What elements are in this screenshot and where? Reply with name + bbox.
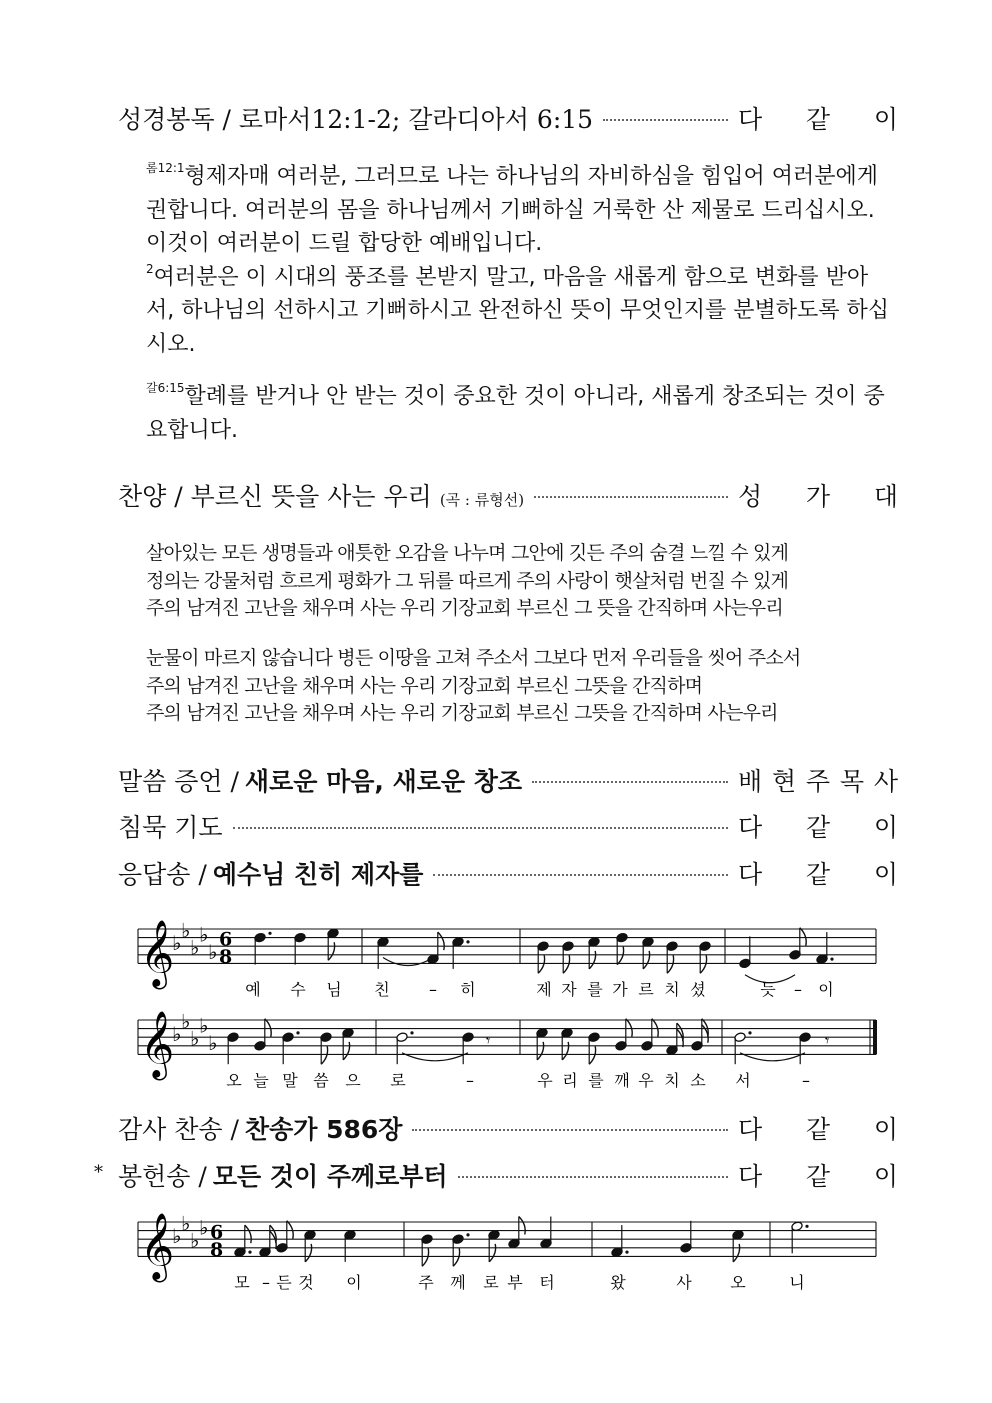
flat-sign: ♭ [208,1030,218,1055]
lyric-syllable: 씀 [313,1071,329,1090]
flat-sign: ♭ [190,935,200,960]
leader-char: 다 [738,813,763,842]
lyric-syllable: 깨 [614,1071,630,1090]
leader-char: 가 [805,482,831,511]
leader-char: 이 [873,860,898,889]
lyric-syllable: 것 [298,1273,314,1292]
lyric-line: 주의 남겨진 고난을 채우며 사는 우리 기장교회 부르신 그뜻을 간직하며 [146,674,703,697]
sermon-title: 새로운 마음, 새로운 창조 [244,767,523,796]
lyric-syllable: 치 [664,1071,680,1090]
offering-title: 모든 것이 주께로부터 [212,1162,448,1191]
anthem-composer: (곡 : 류형선) [439,491,525,509]
lyric-syllable: – [466,1071,474,1090]
flat-sign: ♭ [190,1026,200,1051]
leader-char: 주 [805,767,831,796]
lyric-line: 주의 남겨진 고난을 채우며 사는 우리 기장교회 부르신 그뜻을 간직하며 사는우리 [146,702,778,724]
note-flag [489,1244,495,1262]
lyric-syllable: 를 [588,1071,604,1090]
leader-char: 다 [738,1115,763,1144]
leader-char: 다 [738,105,763,134]
lyric-syllable: 히 [460,980,476,999]
leader-char: 성 [738,482,763,511]
lyric-syllable: 늘 [253,1071,269,1090]
note-flag [519,1217,525,1235]
note-dot [625,1251,628,1254]
lyric-syllable: 우 [537,1071,553,1090]
verse-text: 할례를 받거나 안 받는 것이 중요한 것이 아니라, 새롭게 창조되는 것이 중요합니다. [146,384,885,443]
lyric-syllable: 든 [276,1273,292,1292]
leader-char: 다 [738,1162,763,1191]
lyric-syllable: – [262,1273,270,1292]
lyric-syllable: 서 [735,1071,751,1090]
leader-char: 같 [805,813,831,842]
lyric-line: 정의는 강물처럼 흐르게 평화가 그 뒤를 따르게 주의 사랑이 햇살처럼 번질 수 있게 [146,569,789,592]
lyric-syllable: 이 [818,980,834,999]
lyric-syllable: 친 [374,980,390,999]
lyric-line: 주의 남겨진 고난을 채우며 사는 우리 기장교회 부르신 그 뜻을 간직하며 사는우리 [146,597,783,619]
flat-sign: ♭ [190,1228,200,1253]
sermon-label: 말씀 증언 / [118,767,239,796]
lyric-line: 눈물이 마르지 않습니다 병든 이땅을 고쳐 주소서 그보다 먼저 우리들을 씻어 주소서 [146,647,801,669]
note-flag [287,1221,293,1239]
lyric-syllable: 치 [664,980,680,999]
leader-char: 이 [873,105,898,134]
lyric-syllable: 께 [450,1273,466,1292]
leader-char: 같 [805,860,831,889]
time-signature-bottom: 8 [210,1238,224,1261]
lyric-syllable: 듯 [760,980,776,999]
lyric-syllable: 주 [418,1273,434,1292]
note-flag [305,1244,311,1262]
leader-char: 이 [873,1115,898,1144]
leader-char: 이 [873,1162,898,1191]
note-flag [733,1244,739,1262]
time-signature-bottom: 8 [219,945,233,968]
note-dot [248,1251,251,1254]
flat-sign: ♭ [181,918,191,943]
flat-sign: ♭ [172,1224,182,1249]
verse-ref: 갈6:15 [146,381,185,395]
lyric-syllable: – [429,980,437,999]
leader-char: 다 [738,860,763,889]
lyric-syllable: 으 [345,1071,361,1090]
leader-char: 같 [805,1162,831,1191]
reading-label: 성경봉독 / 로마서12:1-2; 갈라디아서 6:15 [118,105,594,134]
leader-char: 사 [873,767,898,796]
verse-text: 형제자매 여러분, 그러므로 나는 하나님의 자비하심을 힘입어 여러분에게 권합니다. 여러분의 몸을 하나님께서 기뻐하실 거룩한 산 제물로 드리십시오. 이것이 여러분이 드릴 합당한 예배입니다. [146,164,879,256]
lyric-syllable: 예 [245,980,261,999]
lyric-syllable: 부 [507,1273,523,1292]
prayer-label: 침묵 기도 [118,813,223,842]
lyric-syllable: 르 [638,980,654,999]
note-dot [466,1233,469,1236]
flat-sign: ♭ [172,931,182,956]
response-label: 응답송 / [118,860,207,889]
lyric-syllable: 사 [676,1273,692,1292]
flat-sign: ♭ [199,1013,209,1038]
lyric-syllable: – [794,980,802,999]
lyric-syllable: 자 [561,980,577,999]
time-signature-top: 6 [210,1221,224,1244]
eighth-rest: 𝄾 [486,1030,491,1050]
leader-char: 현 [771,767,797,796]
treble-clef: 𝄞 [140,1009,175,1078]
lyric-syllable: 를 [587,980,603,999]
lyric-syllable: 모 [234,1273,250,1292]
lyric-syllable: 소 [690,1071,706,1090]
thanks-label: 감사 찬송 / [118,1115,239,1144]
lyric-syllable: – [802,1071,810,1090]
offering-label: 봉헌송 / [118,1162,207,1191]
lyric-syllable: 님 [326,980,342,999]
lyric-syllable: 로 [483,1273,499,1292]
lyric-syllable: 터 [539,1273,555,1292]
lyric-syllable: 이 [346,1273,362,1292]
leader-char: 배 [738,767,763,796]
lyric-syllable: 로 [390,1071,406,1090]
time-signature-top: 6 [219,928,233,951]
lyric-syllable: 말 [282,1071,298,1090]
leader-char: 목 [839,767,865,796]
leader-char: 이 [873,813,898,842]
note-flag [422,1248,428,1266]
lyric-syllable: 오 [226,1071,242,1090]
note-dot [805,1225,808,1228]
treble-clef: 𝄞 [140,918,175,987]
response-title: 예수님 친히 제자를 [212,860,424,889]
lyric-syllable: 니 [789,1273,805,1292]
lyric-syllable: 가 [612,980,628,999]
lyric-syllable: 수 [290,980,306,999]
note-flag [245,1225,251,1243]
lyric-syllable: 왔 [610,1273,626,1292]
lyric-syllable: 제 [536,980,552,999]
lyric-syllable: 리 [562,1071,578,1090]
lyric-syllable: 우 [638,1071,654,1090]
verse-ref: 롬12:1 [146,161,185,175]
verse-text: 여러분은 이 시대의 풍조를 본받지 말고, 마음을 새롭게 함으로 변화를 받아서, 하나님의 선하시고 기뻐하시고 완전하신 뜻이 무엇인지를 분별하도록 하십시오. [146,264,890,357]
leader-char: 대 [873,482,898,511]
lyric-syllable: 셨 [690,980,706,999]
flat-sign: ♭ [199,1215,209,1240]
flat-sign: ♭ [172,1022,182,1047]
lyric-syllable: 오 [730,1273,746,1292]
verse-ref: 2 [146,261,154,276]
note-flag [453,1248,459,1266]
anthem-label: 찬양 / 부르신 뜻을 사는 우리 [118,482,432,511]
thanks-title: 찬송가 586장 [244,1115,403,1144]
flat-sign: ♭ [199,922,209,947]
standing-marker: * [94,1162,103,1183]
flat-sign: ♭ [181,1009,191,1034]
flat-sign: ♭ [181,1211,191,1236]
lyric-line: 살아있는 모든 생명들과 애틋한 오감을 나누며 그안에 깃든 주의 숨결 느낄 수 있게 [146,542,789,564]
treble-clef: 𝄞 [140,1211,175,1280]
leader-char: 같 [805,1115,831,1144]
leader-char: 같 [805,105,831,134]
flat-sign: ♭ [208,939,218,964]
eighth-rest: 𝄾 [825,1030,830,1050]
